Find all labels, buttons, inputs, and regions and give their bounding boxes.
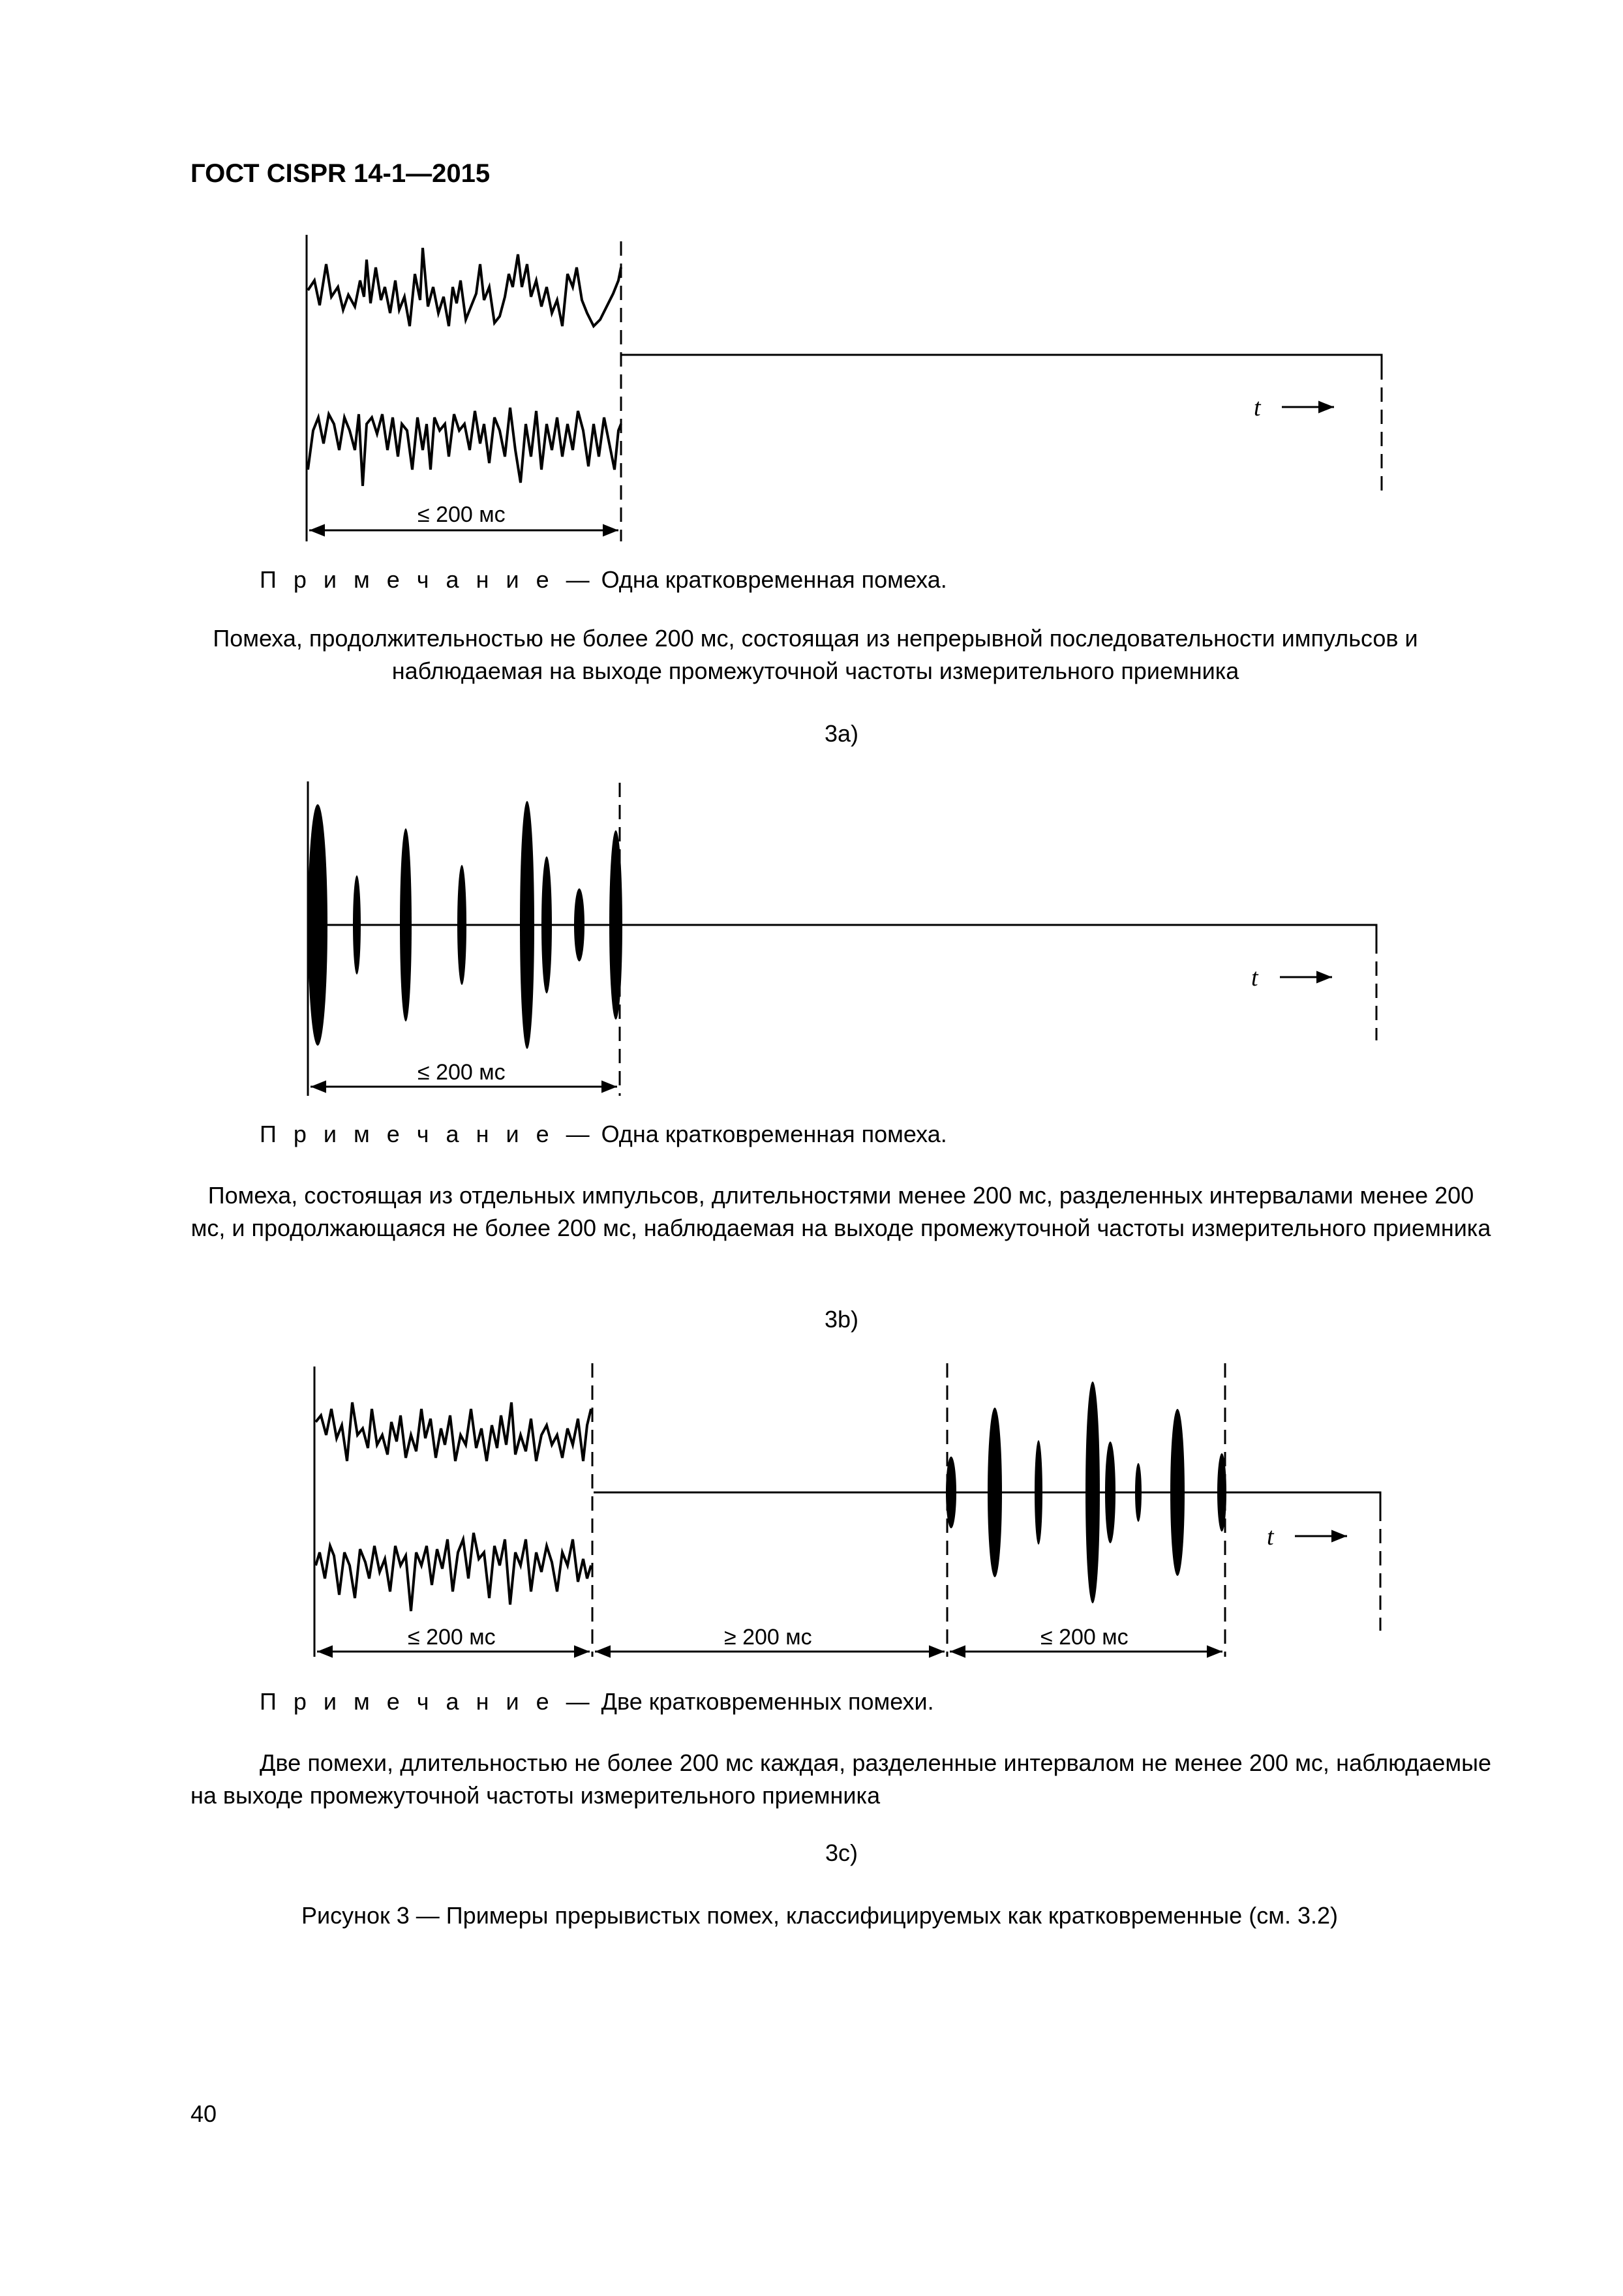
pulse-burst bbox=[308, 804, 327, 1046]
page-number: 40 bbox=[190, 2100, 217, 2127]
baseline-3c bbox=[594, 1492, 1380, 1507]
baseline-3b bbox=[308, 925, 1376, 939]
document-header: ГОСТ CISPR 14-1—2015 bbox=[190, 159, 491, 188]
note-text: Одна кратковременная помеха. bbox=[594, 566, 947, 593]
note-prefix: П р и м е ч а н и е — bbox=[260, 1688, 595, 1715]
pulse-burst bbox=[1170, 1409, 1185, 1576]
note-prefix: П р и м е ч а н и е — bbox=[260, 566, 595, 593]
pulse-burst bbox=[353, 875, 361, 974]
pulse-burst bbox=[946, 1457, 956, 1528]
time-label-3a: t bbox=[1254, 394, 1261, 421]
note-3c bbox=[260, 1688, 934, 1715]
pulse-burst bbox=[541, 856, 552, 993]
gap-label-3c: ≥ 200 мс bbox=[724, 1625, 812, 1650]
pulse-burst bbox=[1085, 1382, 1100, 1603]
figure-3b bbox=[308, 781, 1376, 1096]
pulse-burst bbox=[609, 830, 622, 1020]
baseline-3a bbox=[621, 355, 1382, 365]
pulse-burst bbox=[520, 801, 534, 1049]
figure-3a bbox=[307, 235, 1382, 541]
pulse-burst bbox=[1105, 1442, 1115, 1543]
noise-trace-lower bbox=[308, 408, 621, 486]
note-text: Одна кратковременная помеха. bbox=[594, 1121, 947, 1147]
pulse-burst bbox=[400, 828, 412, 1021]
figure-label-3b: 3b) bbox=[824, 1306, 859, 1333]
note-3a bbox=[260, 566, 947, 594]
duration-label-3a: ≤ 200 мс bbox=[417, 502, 506, 527]
pulse-burst bbox=[574, 888, 584, 961]
noise-trace-upper bbox=[316, 1402, 591, 1461]
pulse-bursts-3c bbox=[946, 1382, 1226, 1603]
pulse-burst bbox=[457, 865, 466, 985]
figure-3c bbox=[314, 1363, 1380, 1657]
description-3b: Помеха, состоящая из отдельных импульсов, длительностями менее 200 мс, разделенных интервалами менее 200 мс, и продолжающаяся не более 200 мс, наблюдаемая на выходе промежуточной частоты измерительного приемника bbox=[190, 1182, 1491, 1241]
figure-label-3c: 3c) bbox=[825, 1839, 858, 1866]
duration-label-3c-1: ≤ 200 мс bbox=[408, 1625, 496, 1650]
description-3a: Помеха, продолжительностью не более 200 мс, состоящая из непрерывной последовательности импульсов и наблюдаемая на выходе промежуточной частоты измерительного приемника bbox=[213, 625, 1418, 684]
figure-caption: Рисунок 3 — Примеры прерывистых помех, классифицируемых как кратковременные (см. 3.2) bbox=[301, 1902, 1338, 1929]
note-prefix: П р и м е ч а н и е — bbox=[260, 1121, 595, 1147]
time-label-3b: t bbox=[1251, 964, 1258, 991]
noise-trace-lower bbox=[316, 1533, 591, 1611]
figure-label-3a: 3a) bbox=[824, 720, 859, 747]
time-label-3c: t bbox=[1267, 1523, 1274, 1550]
pulse-bursts-3b bbox=[308, 801, 622, 1049]
duration-label-3c-2: ≤ 200 мс bbox=[1040, 1625, 1129, 1650]
description-3c: Две помехи, длительностью не более 200 мс каждая, разделенные интервалом не менее 200 мс, наблюдаемые на выходе промежуточной частоты измерительного приемника bbox=[190, 1749, 1491, 1809]
pulse-burst bbox=[988, 1408, 1002, 1577]
pulse-burst bbox=[1135, 1463, 1142, 1522]
note-text: Две кратковременных помехи. bbox=[594, 1688, 934, 1715]
duration-label-3b: ≤ 200 мс bbox=[417, 1060, 506, 1085]
pulse-burst bbox=[1035, 1440, 1042, 1545]
noise-trace-upper bbox=[308, 248, 621, 326]
pulse-burst bbox=[1217, 1453, 1226, 1532]
note-3b bbox=[260, 1121, 947, 1148]
